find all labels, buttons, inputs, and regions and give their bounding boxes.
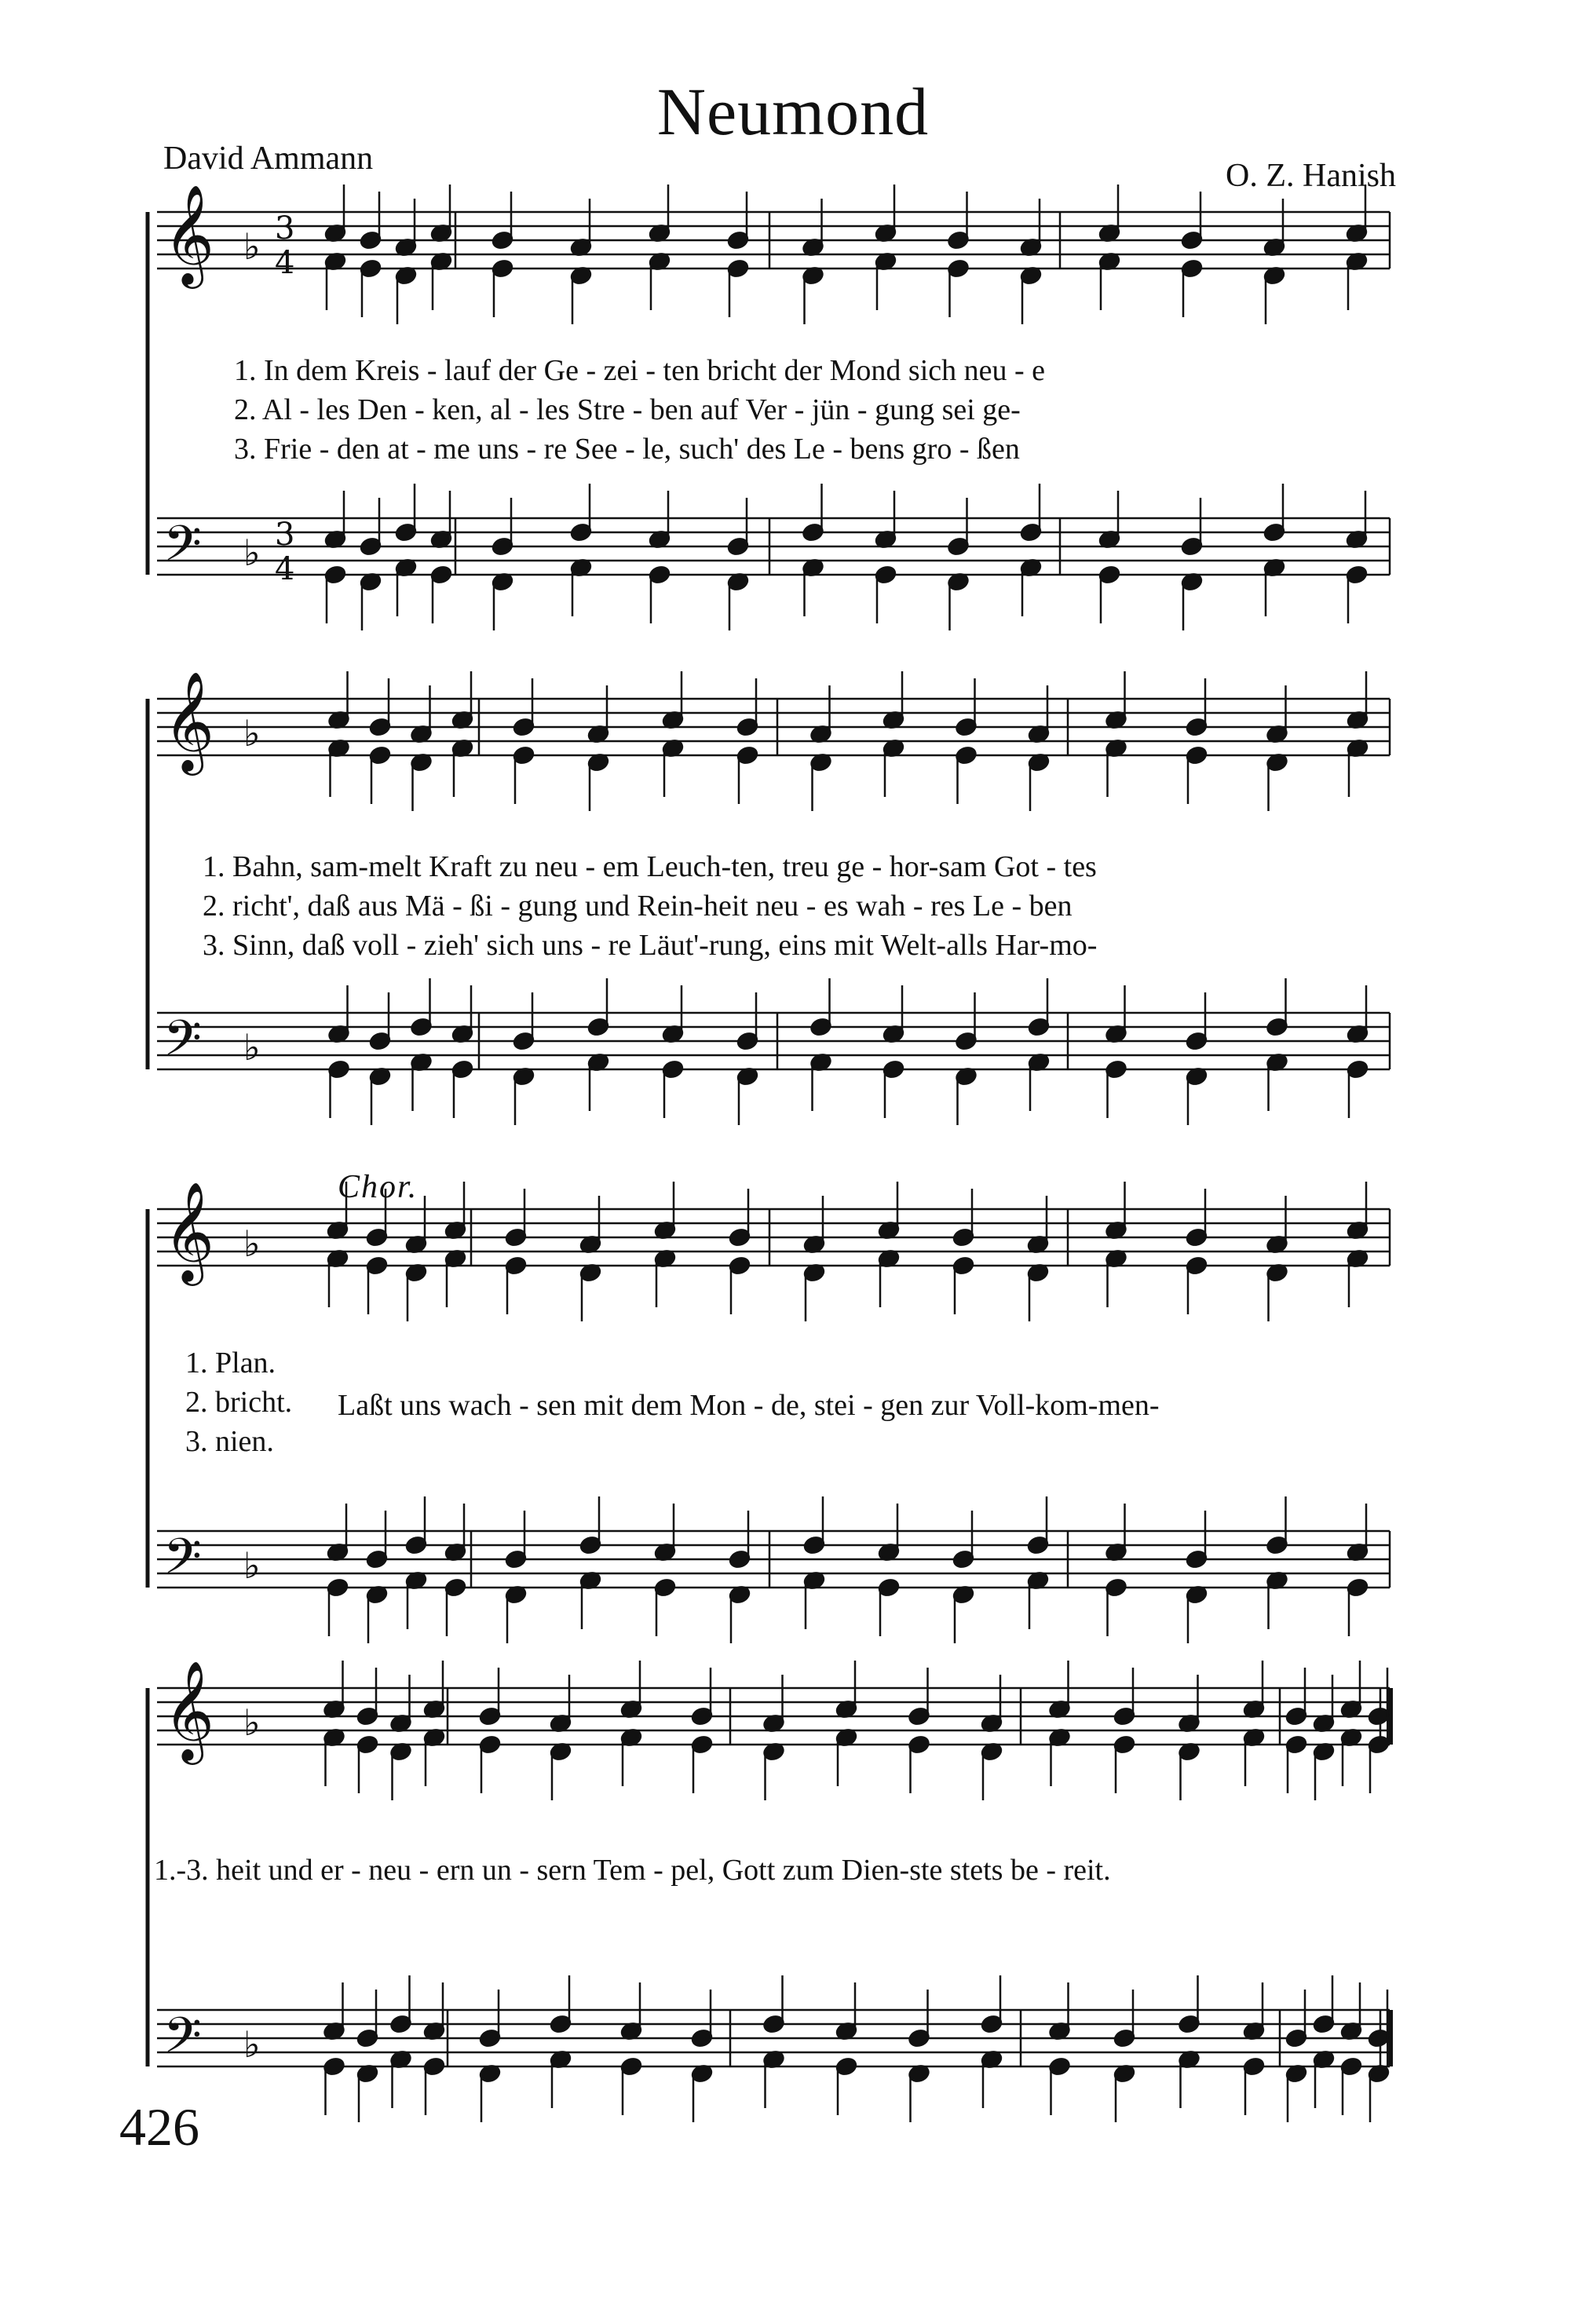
time-signature-denominator: 4 [275, 245, 295, 281]
treble-clef-icon: 𝄞 [163, 1181, 215, 1281]
flat-sign-icon: ♭ [243, 225, 261, 268]
lyric-line: 1.-3. heit und er - neu - ern un - sern Tem - pel, Gott zum Dien-ste stets be - reit. [154, 1854, 1111, 1887]
lyricist-credit: O. Z. Hanish [1226, 158, 1396, 194]
lyric-line: 3. Sinn, daß voll - zieh' sich uns - re Läut'-rung, eins mit Welt-alls Har-mo- [203, 929, 1098, 962]
verse-ending: 3. nien. [185, 1425, 274, 1458]
treble-clef-icon: 𝄞 [163, 184, 215, 284]
treble-clef-icon: 𝄞 [163, 671, 215, 771]
chorus-lyric: Laßt uns wach - sen mit dem Mon - de, stei - gen zur Voll-kom-men- [338, 1389, 1160, 1422]
flat-sign-icon: ♭ [243, 1222, 261, 1265]
lyric-line: 1. Bahn, sam-melt Kraft zu neu - em Leuch-ten, treu ge - hor-sam Got - tes [203, 850, 1097, 883]
lyric-line: 2. Al - les Den - ken, al - les Stre - ben auf Ver - jün - gung sei ge- [234, 393, 1021, 426]
flat-sign-icon: ♭ [243, 2023, 261, 2066]
time-signature-denominator: 4 [275, 551, 295, 587]
verse-ending: 2. bricht. [185, 1386, 293, 1419]
flat-sign-icon: ♭ [243, 1026, 261, 1069]
bass-clef-icon: 𝄢 [163, 514, 202, 584]
chorus-label: Chor. [338, 1169, 418, 1205]
flat-sign-icon: ♭ [243, 712, 261, 755]
bass-clef-icon: 𝄢 [163, 1527, 202, 1597]
page-number: 426 [119, 2097, 199, 2157]
bass-clef-icon: 𝄢 [163, 2006, 202, 2076]
lyric-line: 2. richt', daß aus Mä - ßi - gung und Rein-heit neu - es wah - res Le - ben [203, 890, 1073, 923]
flat-sign-icon: ♭ [243, 1544, 261, 1587]
bass-clef-icon: 𝄢 [163, 1009, 202, 1079]
flat-sign-icon: ♭ [243, 532, 261, 574]
treble-clef-icon: 𝄞 [163, 1660, 215, 1760]
time-signature-numerator: 3 [275, 210, 295, 247]
composer-credit: David Ammann [163, 141, 374, 177]
time-signature-numerator: 3 [275, 517, 295, 553]
flat-sign-icon: ♭ [243, 1701, 261, 1744]
verse-ending: 1. Plan. [185, 1347, 276, 1379]
lyric-line: 3. Frie - den at - me uns - re See - le, such' des Le - bens gro - ßen [234, 433, 1020, 466]
song-title: Neumond [656, 74, 930, 149]
lyric-line: 1. In dem Kreis - lauf der Ge - zei - ten bricht der Mond sich neu - e [234, 354, 1046, 387]
